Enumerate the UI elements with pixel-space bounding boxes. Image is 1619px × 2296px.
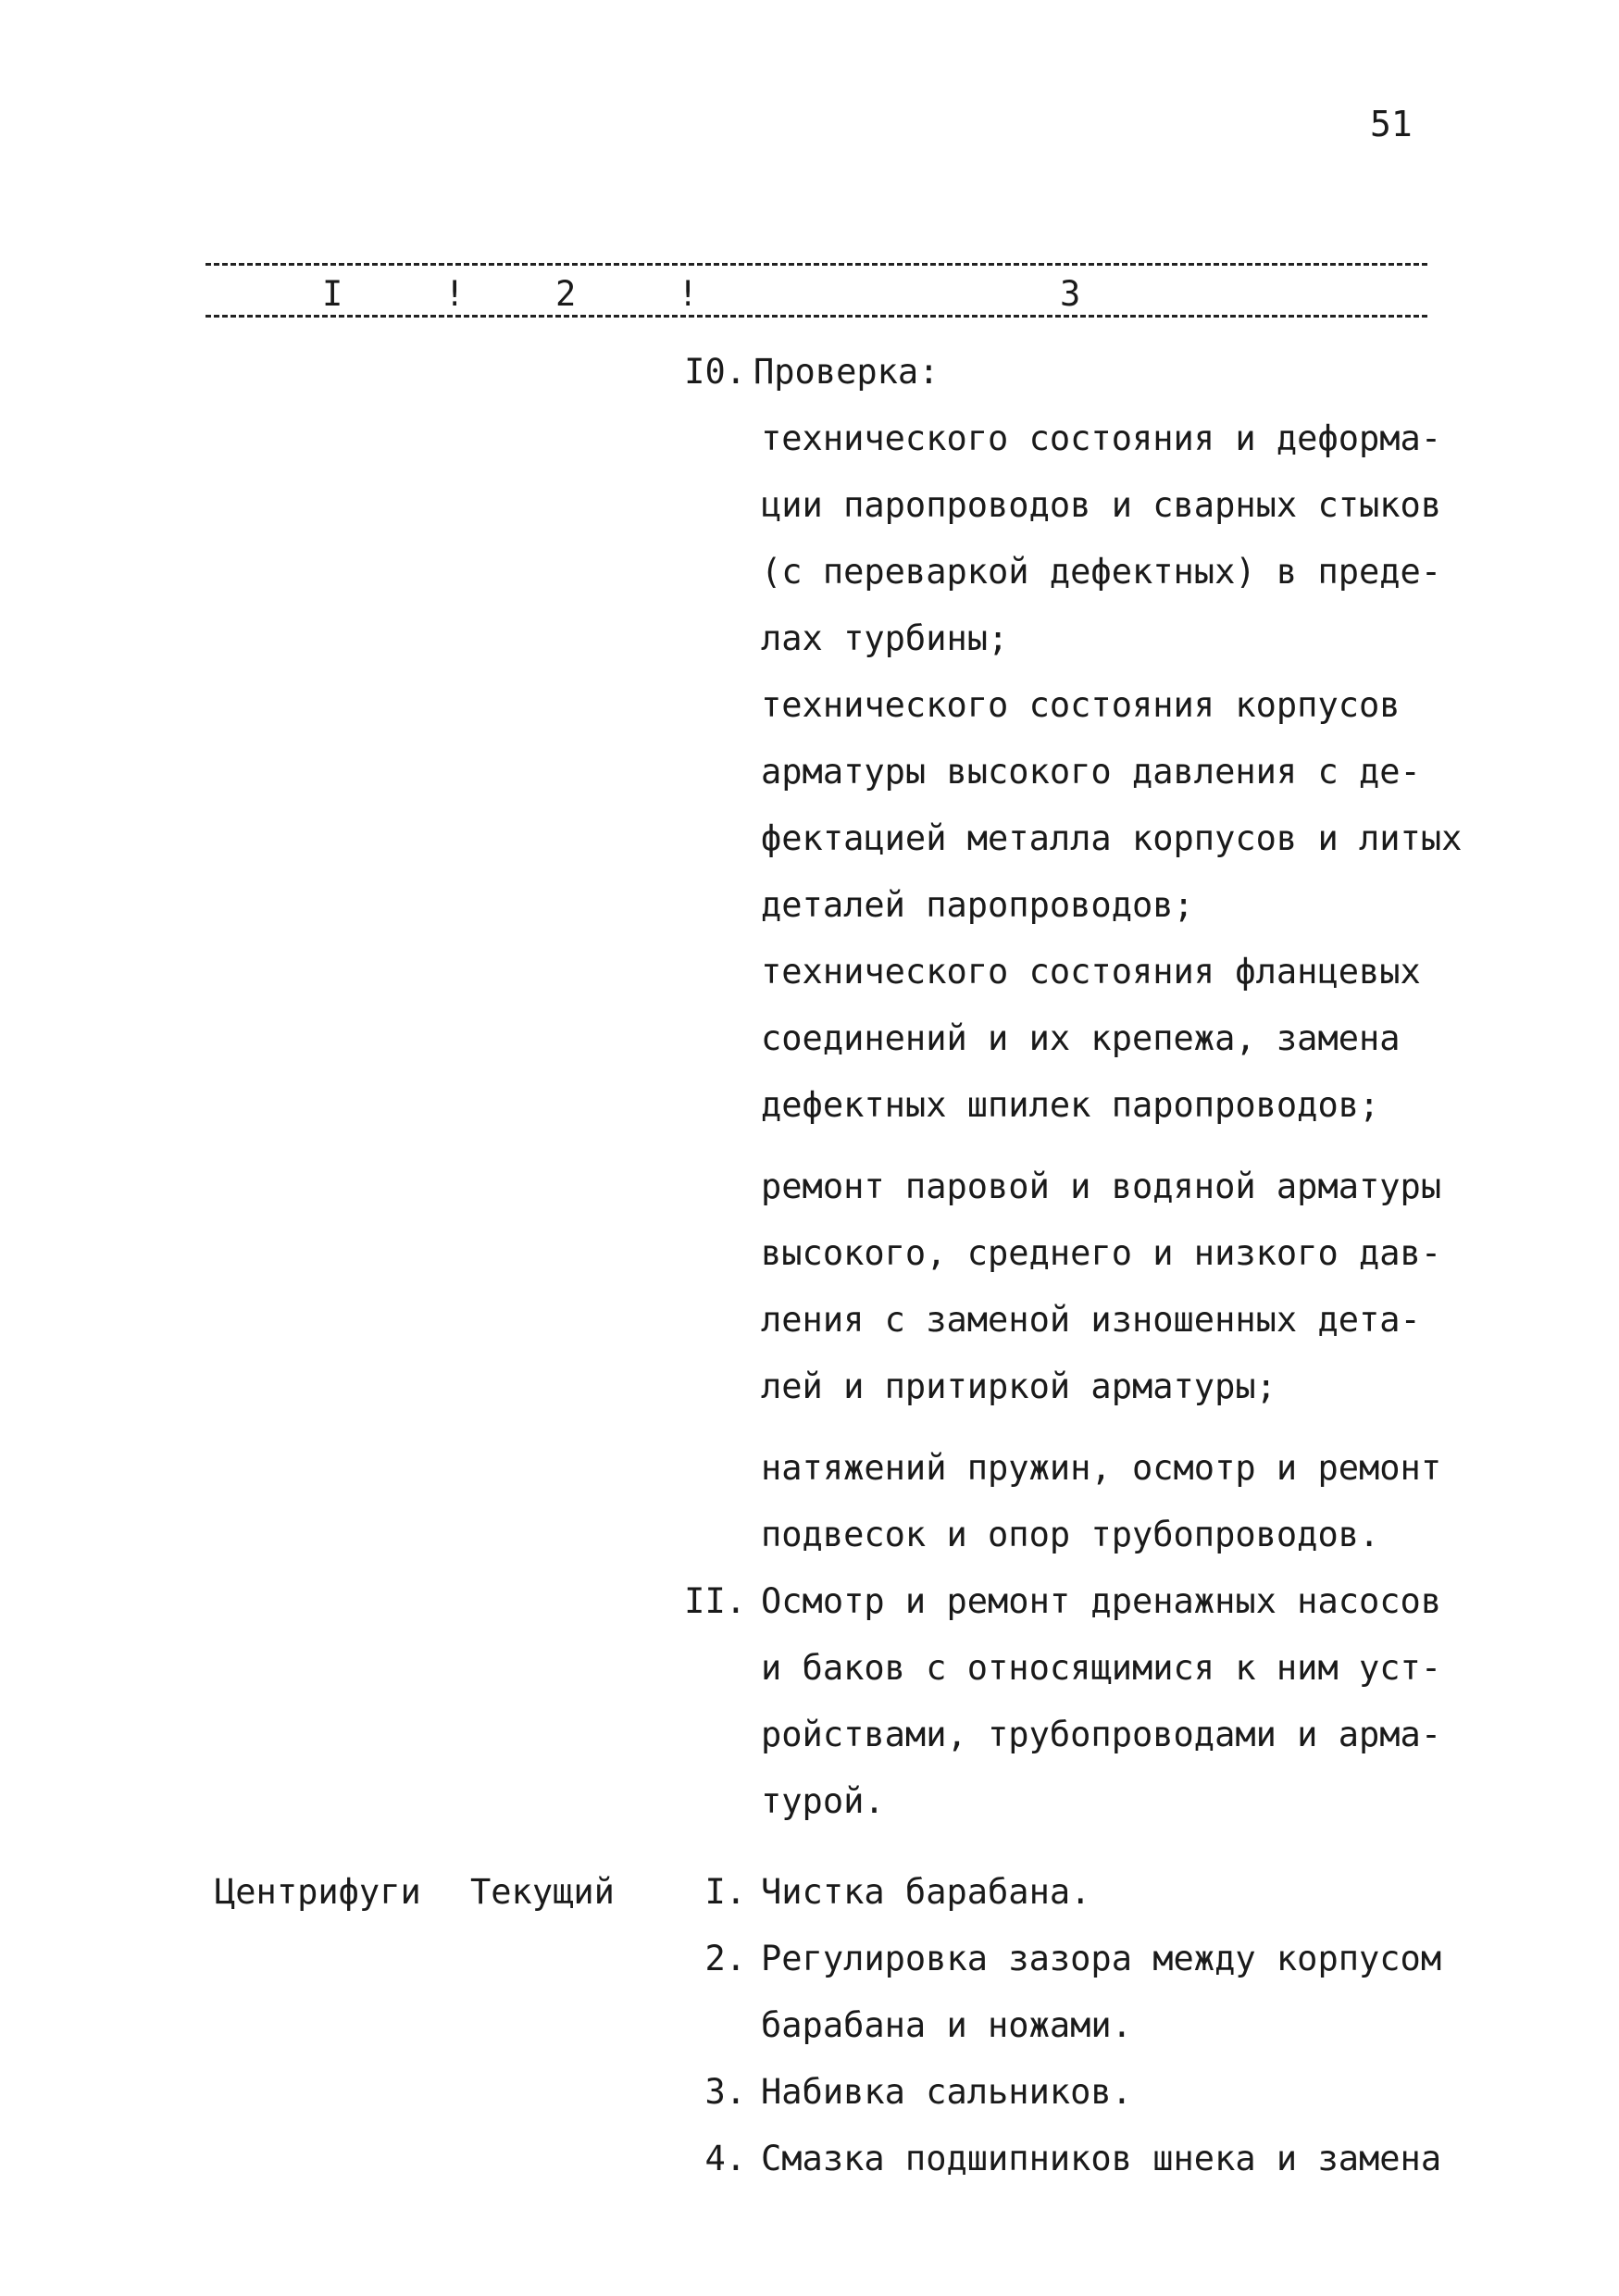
header-col-3: 3 [1060,274,1081,314]
text-line: технического состояния и деформа- [761,418,1442,458]
text-line: технического состояния фланцевых [761,952,1421,992]
text-line: турой. [761,1781,885,1821]
text-line: (с переваркой дефектных) в преде- [761,552,1442,592]
text-line: фектацией металла корпусов и литых [761,818,1463,858]
text-line: лах турбины; [761,618,1009,658]
text-line: ремонт паровой и водяной арматуры [761,1167,1442,1206]
text-line: барабана и ножами. [761,2005,1132,2045]
text-line: Регулировка зазора между корпусом [761,1939,1442,1978]
repair-type: Текущий [470,1872,615,1912]
text-line: технического состояния корпусов [761,685,1401,725]
item-title: Проверка: [753,352,940,392]
text-line: лей и притиркой арматуры; [761,1366,1277,1406]
text-line: ции паропроводов и сварных стыков [761,485,1442,525]
item-number: I0. [684,352,746,392]
header-col-1: I [322,274,343,314]
header-separator-1: ! [444,274,466,314]
text-line: и баков с относящимися к ним уст- [761,1648,1442,1688]
item-number: II. [684,1581,746,1621]
item-number: I. [704,1872,746,1912]
text-line: Смазка подшипников шнека и замена [761,2139,1442,2178]
header-col-2: 2 [555,274,577,314]
text-line: соединений и их крепежа, замена [761,1018,1401,1058]
header-top-rule [205,263,1427,266]
item-number: 2. [704,1939,746,1978]
item-number: 3. [704,2072,746,2112]
text-line: ройствами, трубопроводами и арма- [761,1715,1442,1754]
text-line: Чистка барабана. [761,1872,1091,1912]
item-number: 4. [704,2139,746,2178]
text-line: арматуры высокого давления с де- [761,752,1421,792]
header-separator-2: ! [678,274,699,314]
text-line: дефектных шпилек паропроводов; [761,1085,1380,1125]
text-line: деталей паропроводов; [761,885,1194,925]
equipment-name: Центрифуги [215,1872,421,1912]
page-number: 51 [1370,104,1413,144]
text-line: ления с заменой изношенных дета- [761,1300,1421,1340]
text-line: подвесок и опор трубопроводов. [761,1515,1380,1554]
text-line: натяжений пружин, осмотр и ремонт [761,1448,1442,1488]
text-line: Осмотр и ремонт дренажных насосов [761,1581,1442,1621]
header-bottom-rule [205,315,1427,318]
text-line: Набивка сальников. [761,2072,1132,2112]
text-line: высокого, среднего и низкого дав- [761,1233,1442,1273]
